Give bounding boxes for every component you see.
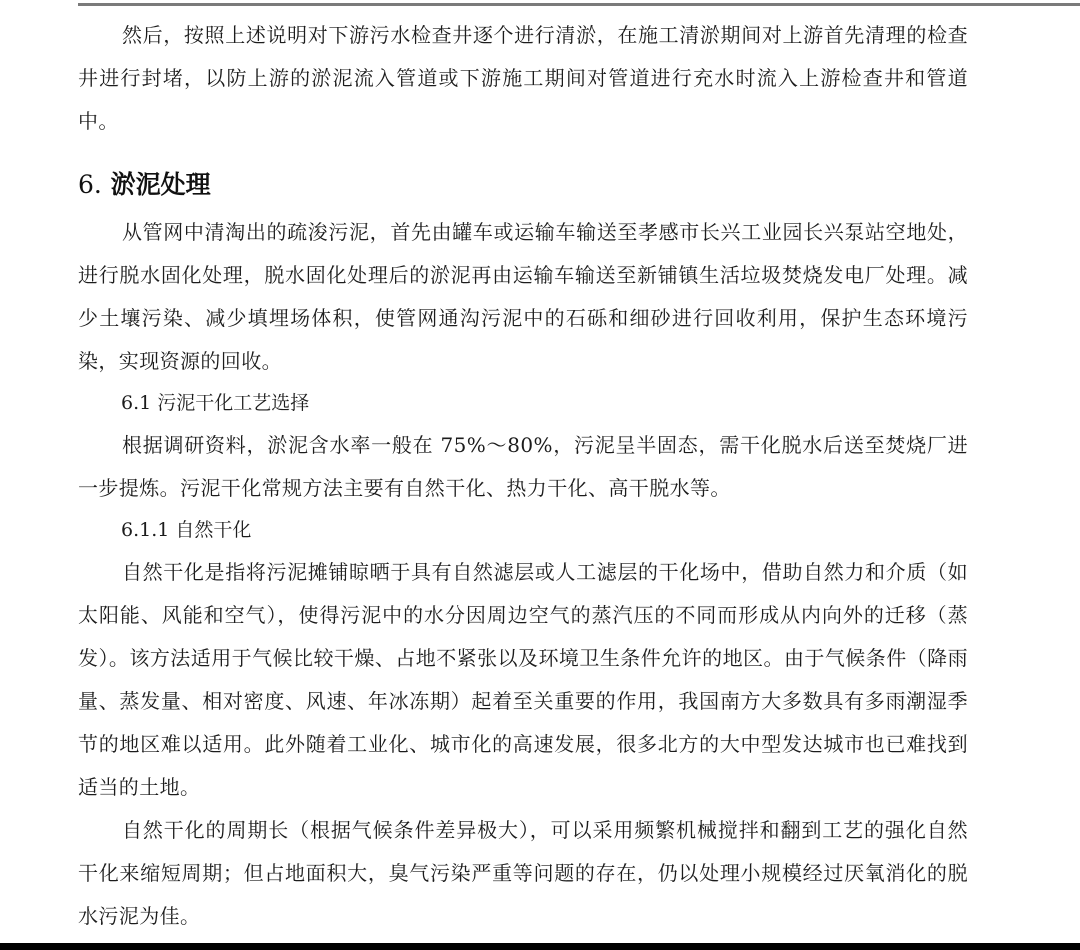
section-6-number: 6. (78, 170, 102, 199)
section-6-heading (78, 165, 968, 205)
paragraph-6-1-1-b: 自然干化的周期长（根据气候条件差异极大），可以采用频繁机械搅拌和翻到工艺的强化自然干化来缩短周期；但占地面积大，臭气污染严重等问题的存在，仍以处理小规模经过厌氧消化的脱水污泥为佳。 (78, 818, 968, 928)
section-6-title: 淤泥处理 (110, 170, 211, 199)
paragraph-sludge-disposal: 从管网中清淘出的疏浚污泥，首先由罐车或运输车输送至孝感市长兴工业园长兴泵站空地处，进行脱水固化处理，脱水固化处理后的淤泥再由运输车输送至新铺镇生活垃圾焚烧发电厂处理。减少土壤污染、减少填埋场体积，使管网通沟污泥中的石砾和细砂进行回收利用，保护生态环境污染，实现资源的回收。 (78, 220, 968, 373)
bottom-edge-bar (0, 943, 1080, 950)
document-content (78, 14, 968, 938)
paragraph-6-1: 根据调研资料，淤泥含水率一般在 75%～80%，污泥呈半固态，需干化脱水后送至焚烧厂进一步提炼。污泥干化常规方法主要有自然干化、热力干化、高干脱水等。 (78, 433, 968, 500)
subsection-6-1-1-heading: 6.1.1 自然干化 (121, 519, 252, 541)
subsection-6-1-heading: 6.1 污泥干化工艺选择 (121, 392, 310, 414)
paragraph-intro: 然后，按照上述说明对下游污水检查井逐个进行清淤，在施工清淤期间对上游首先清理的检查井进行封堵，以防上游的淤泥流入管道或下游施工期间对管道进行充水时流入上游检查井和管道中。 (78, 23, 968, 133)
top-rule (78, 3, 1080, 6)
paragraph-6-1-1-a: 自然干化是指将污泥摊铺晾晒于具有自然滤层或人工滤层的干化场中，借助自然力和介质（如太阳能、风能和空气），使得污泥中的水分因周边空气的蒸汽压的不同而形成从内向外的迁移（蒸发）。该方法适用于气候比较干燥、占地不紧张以及环境卫生条件允许的地区。由于气候条件（降雨量、蒸发量、相对密度、风速、年冰冻期）起着至关重要的作用，我国南方大多数具有多雨潮湿季节的地区难以适用。此外随着工业化、城市化的高速发展，很多北方的大中型发达城市也已难找到适当的土地。 (78, 560, 968, 799)
